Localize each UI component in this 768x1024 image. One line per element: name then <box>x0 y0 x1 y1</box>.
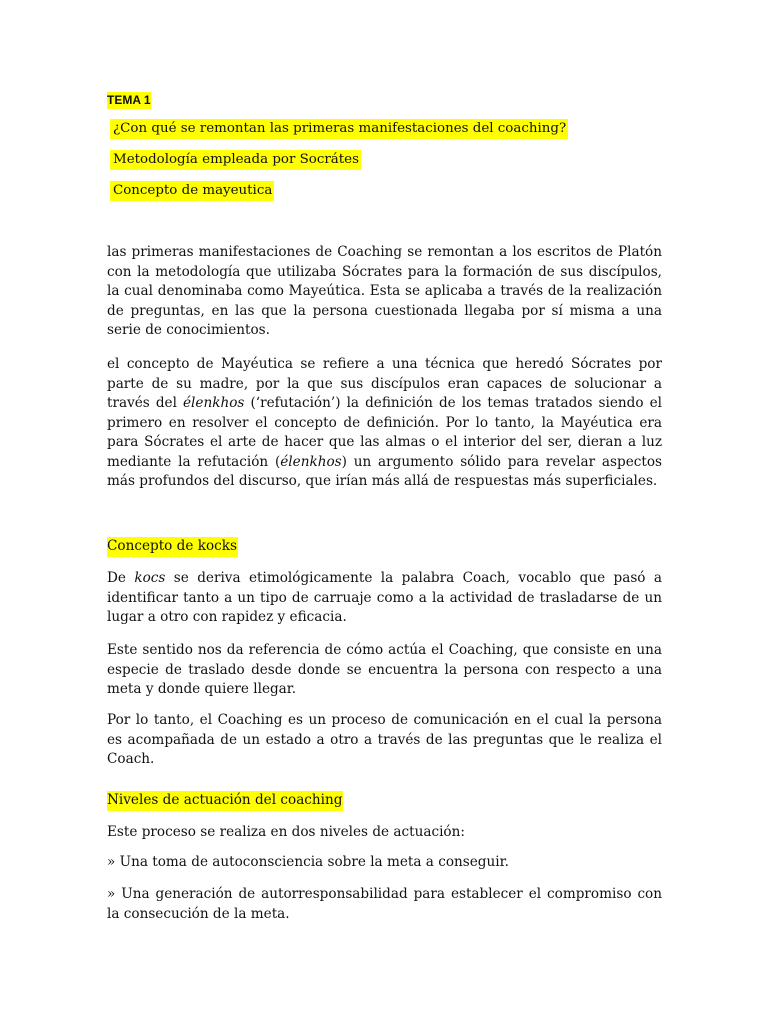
elenkhos-term-2: élenkhos <box>280 453 342 470</box>
heading-niveles: Niveles de actuación del coaching <box>107 791 343 811</box>
paragraph-kocs-part-a: De <box>107 570 135 586</box>
bullet-autorresponsabilidad: » Una generación de autorresponsabilidad para establecer el compromiso con la consecución de la meta. <box>107 886 662 922</box>
paragraph-niveles-intro: Este proceso se realiza en dos niveles de actuación: <box>107 824 465 840</box>
question-1: ¿Con qué se remontan las primeras manifestaciones del coaching? <box>110 119 568 139</box>
question-3: Concepto de mayeutica <box>110 181 274 201</box>
question-2: Metodología empleada por Socrátes <box>110 150 361 170</box>
elenkhos-term-1: élenkhos <box>183 395 245 411</box>
paragraph-proceso: Por lo tanto, el Coaching es un proceso de comunicación en el cual la persona es acompañada de un estado a otro a través de las preguntas que le realiza el Coach. <box>107 712 662 767</box>
paragraph-mayeutica-part-b: (‘refutación’) la definición de los temas tratados siendo el primero en resolver el concepto de definición. Por lo tanto, la Mayéutica era para Sócrates el arte de hacer que las almas o el interior del ser, dieran a luz mediante la refutación ( <box>107 395 662 470</box>
paragraph-mayeutica-part-c: ) un argumento sólido para revelar aspectos más profundos del discurso, que irían más allá de respuestas más superficiales. <box>107 453 662 489</box>
paragraph-platon: las primeras manifestaciones de Coaching se remontan a los escritos de Platón con la metodología que utilizaba Sócrates para la formación de sus discípulos, la cual denominaba como Mayeútica. Esta se aplicaba a través de la realización de preguntas, en las que la persona cuestionada llegaba por sí misma a una serie de conocimientos. <box>107 244 662 338</box>
paragraph-mayeutica-part-a: el concepto de Mayéutica se refiere a una técnica que heredó Sócrates por parte de su madre, por la que sus discípulos eran capaces de solucionar a través del <box>107 356 662 411</box>
heading-kocks: Concepto de kocks <box>107 537 238 557</box>
paragraph-mayeutica <box>107 355 662 492</box>
paragraph-kocs-part-b: se deriva etimológicamente la palabra Coach, vocablo que pasó a identificar tanto a un tipo de carruaje como a la actividad de trasladarse de un lugar a otro con rapidez y eficacia. <box>107 570 663 625</box>
kocs-term: kocs <box>134 570 166 586</box>
paragraph-sentido: Este sentido nos da referencia de cómo actúa el Coaching, que consiste en una especie de traslado desde donde se encuentra la persona con respecto a una meta y donde quiere llegar. <box>107 642 662 697</box>
tema-label: TEMA 1 <box>107 93 151 107</box>
paragraph-kocs <box>107 569 662 628</box>
bullet-autoconsciencia: » Una toma de autoconsciencia sobre la meta a conseguir. <box>107 854 509 870</box>
